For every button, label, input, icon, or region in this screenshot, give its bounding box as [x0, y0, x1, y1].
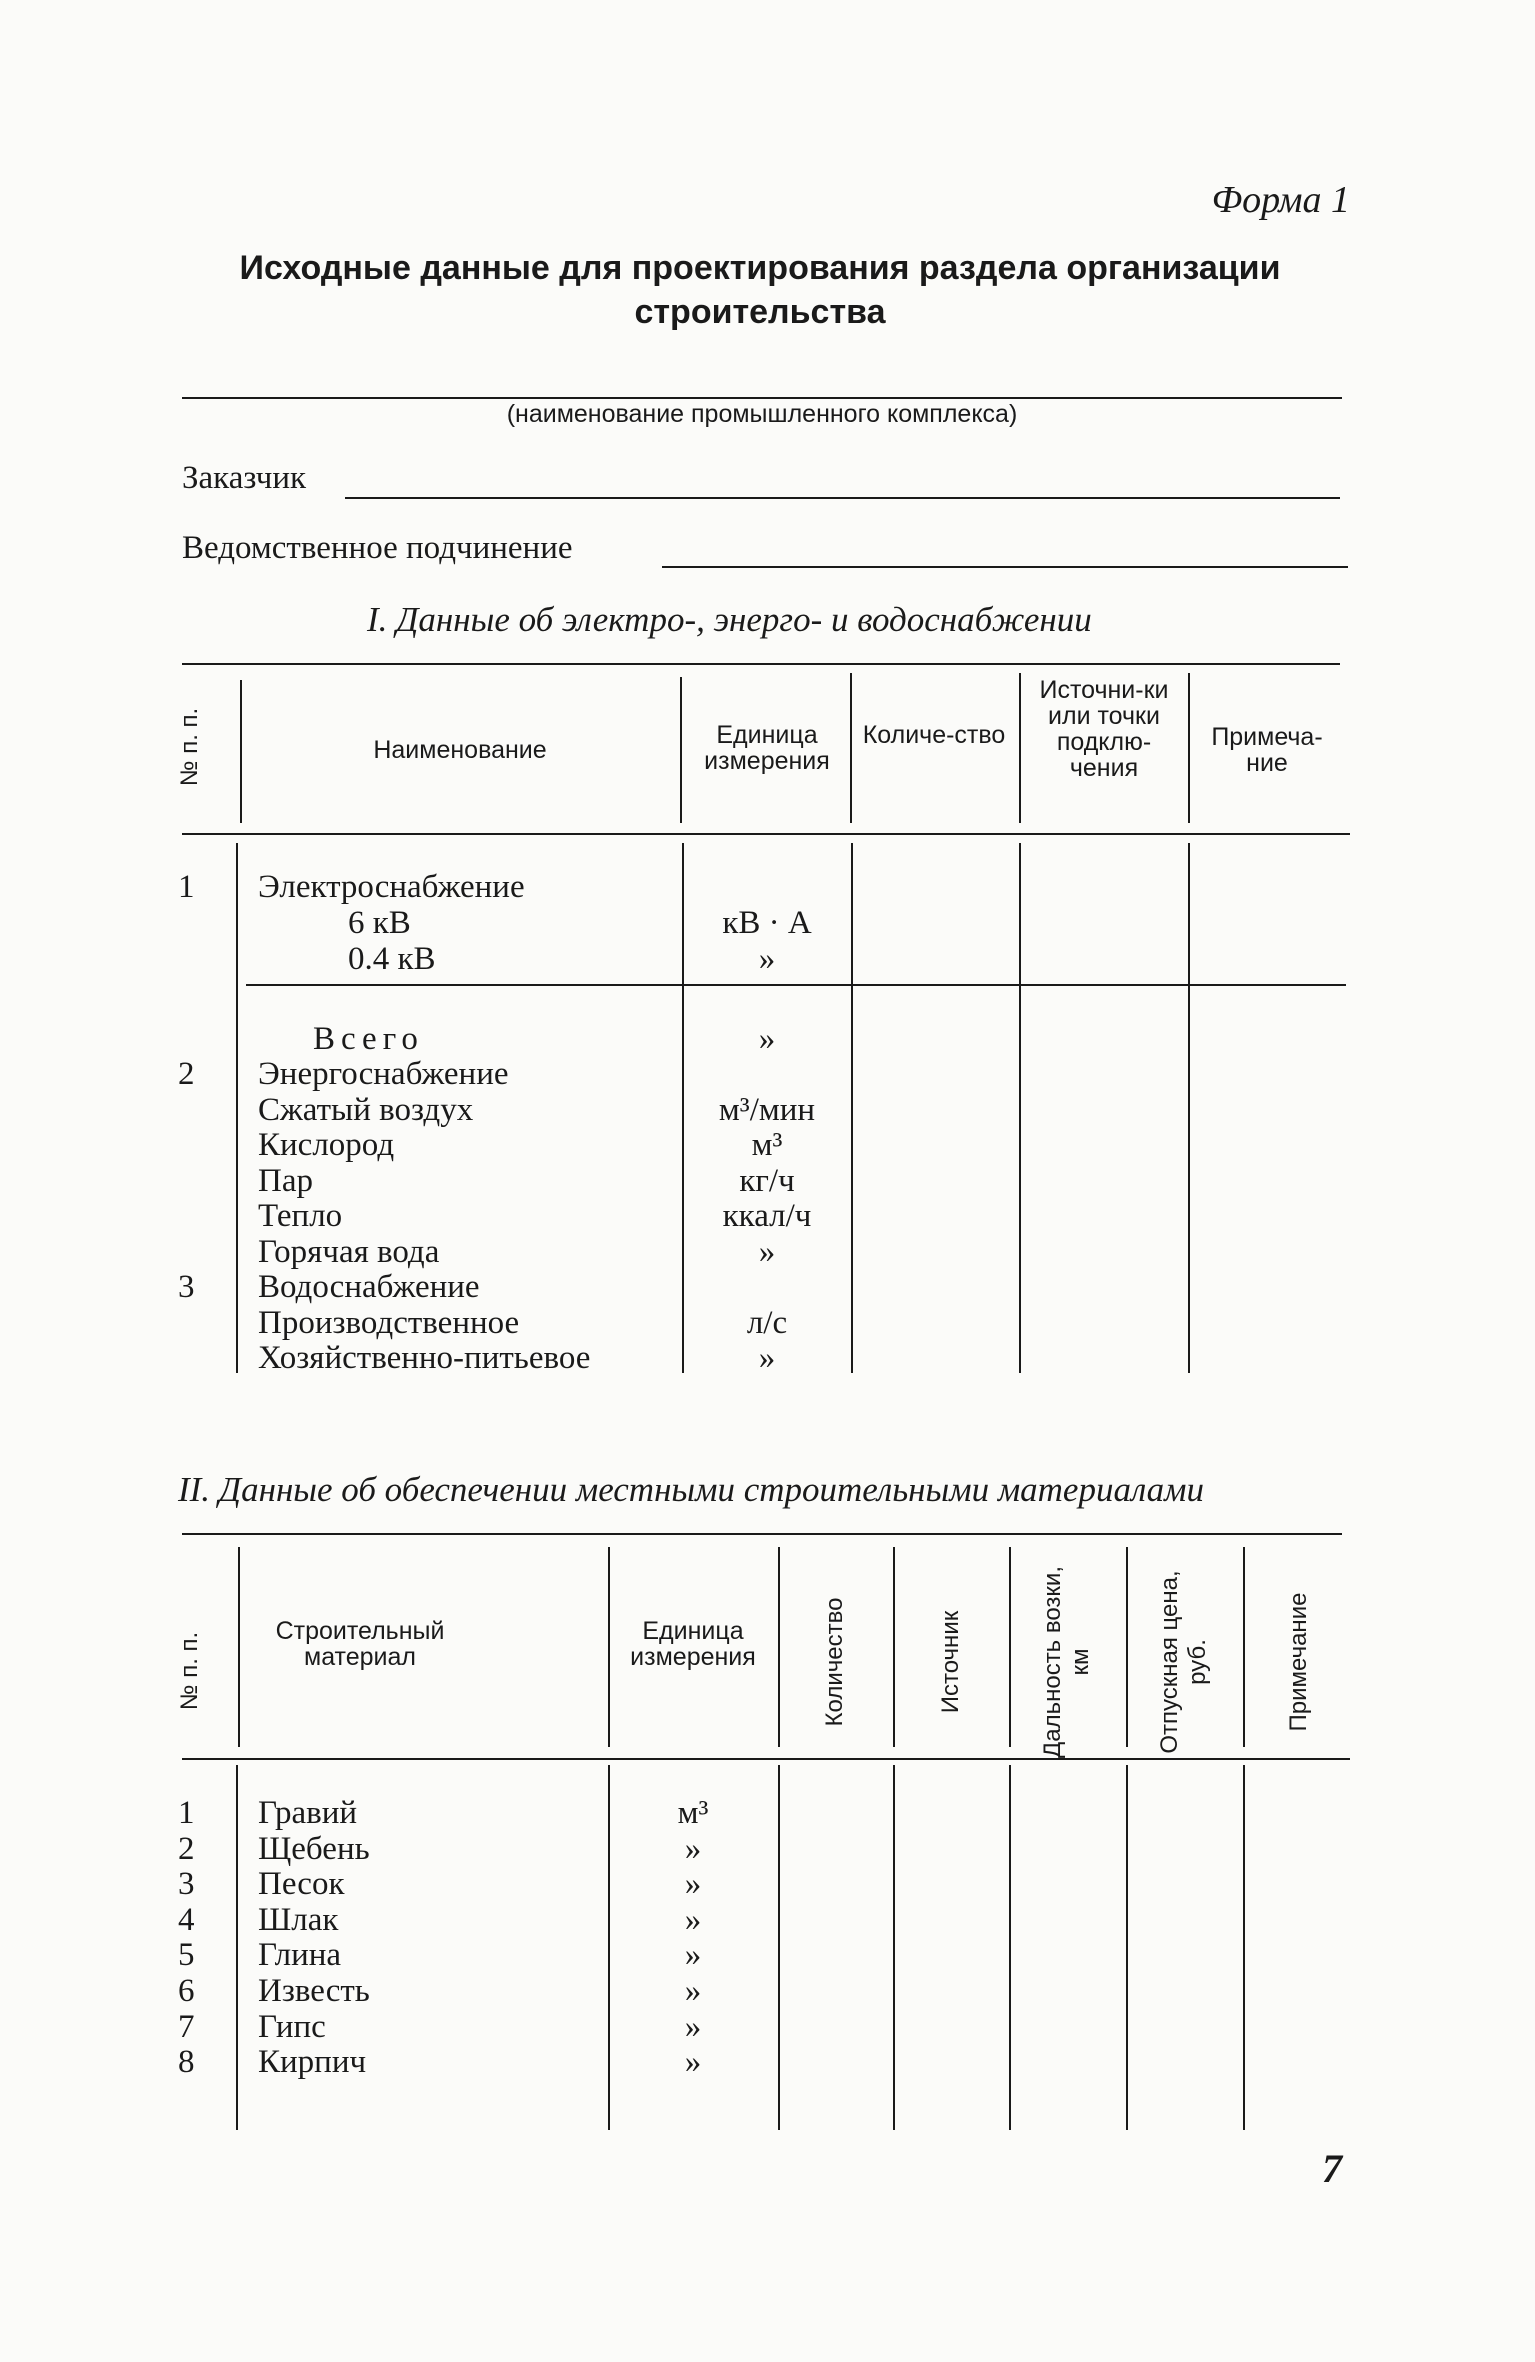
s2-hdr-vline	[778, 1547, 780, 1747]
s2-row-name: Щебень	[258, 1831, 370, 1867]
s2-row-name: Кирпич	[258, 2044, 367, 2080]
s2-header-num: № п. п.	[176, 1631, 203, 1711]
s1-header-note: Примеча-ние	[1211, 723, 1323, 777]
s1-subtotal-rule	[246, 984, 1346, 986]
s2-row-name: Глина	[258, 1937, 342, 1973]
document-title: Исходные данные для проектирования раздела организации строительства	[239, 249, 1281, 331]
s1-row-unit: »	[758, 941, 776, 977]
s1-hdr-vline	[240, 680, 242, 823]
s1-top-rule	[182, 663, 1340, 665]
s1-row-name: Пар	[258, 1163, 313, 1199]
s2-row-num: 2	[178, 1831, 195, 1867]
s1-row-name: 0.4 кВ	[348, 941, 436, 977]
s1-row-unit: л/с	[746, 1305, 788, 1341]
s2-row-num: 3	[178, 1866, 195, 1902]
s1-row-name: Сжатый воздух	[258, 1092, 474, 1128]
s1-header-rule	[182, 833, 1350, 835]
page-number: 7	[1322, 2146, 1342, 2191]
customer-line	[345, 497, 1340, 499]
s1-row-unit: ккал/ч	[722, 1198, 812, 1234]
s2-header-source: Источник	[937, 1610, 964, 1714]
s2-row-num: 5	[178, 1937, 195, 1973]
s1-row-name: Горячая вода	[258, 1234, 440, 1270]
s2-body-vline	[893, 1765, 895, 2130]
s1-body-vline	[236, 843, 238, 1373]
section1-title: I. Данные об электро-, энерго- и водоснабжении	[367, 600, 1092, 639]
s1-row-num: 2	[178, 1056, 195, 1092]
complex-caption: (наименование промышленного комплекса)	[506, 400, 1018, 428]
s2-hdr-vline	[893, 1547, 895, 1747]
s2-header-qty: Количество	[821, 1597, 848, 1727]
s1-hdr-vline	[1188, 673, 1190, 823]
s1-row-name: Кислород	[258, 1127, 395, 1163]
s2-top-rule	[182, 1533, 1342, 1535]
s1-row-name: Производственное	[258, 1305, 520, 1341]
s1-hdr-vline	[1019, 673, 1021, 823]
s2-header-price: Отпускная цена, руб.	[1156, 1570, 1211, 1754]
s1-row-unit: кг/ч	[739, 1163, 795, 1199]
section2-title: II. Данные об обеспечении местными строительными материалами	[178, 1470, 1204, 1509]
customer-label: Заказчик	[182, 460, 307, 496]
s2-row-num: 6	[178, 1973, 195, 2009]
s2-hdr-vline	[1009, 1547, 1011, 1747]
s1-row-name: Тепло	[258, 1198, 343, 1234]
s2-row-unit: »	[684, 2044, 702, 2080]
complex-name-line	[182, 397, 1342, 399]
s1-row-unit: м³	[751, 1127, 783, 1163]
s2-row-num: 4	[178, 1902, 195, 1938]
s2-row-num: 8	[178, 2044, 195, 2080]
s2-row-unit: м³	[677, 1795, 709, 1831]
s2-body-vline	[1126, 1765, 1128, 2130]
s2-row-name: Гипс	[258, 2009, 326, 2045]
s2-row-name: Известь	[258, 1973, 370, 2009]
s2-header-material: Строительный материал	[275, 1617, 445, 1671]
s2-header-note: Примечание	[1285, 1592, 1312, 1732]
s2-body-vline	[778, 1765, 780, 2130]
s2-row-unit: »	[684, 1973, 702, 2009]
s1-header-qty: Количе-ство	[862, 721, 1006, 749]
s1-body-vline	[1188, 843, 1190, 1373]
s2-header-distance: Дальность возки, км	[1039, 1566, 1094, 1759]
s2-row-name: Гравий	[258, 1795, 358, 1831]
s1-row-unit: »	[758, 1234, 776, 1270]
s2-row-num: 7	[178, 2009, 195, 2045]
s2-hdr-vline	[1243, 1547, 1245, 1747]
s2-row-unit: »	[684, 1902, 702, 1938]
s2-body-vline	[1243, 1765, 1245, 2130]
s1-row-num: 3	[178, 1269, 195, 1305]
s2-row-unit: »	[684, 1831, 702, 1867]
s1-row-name: Всего	[313, 1021, 424, 1057]
s2-row-num: 1	[178, 1795, 195, 1831]
s2-row-unit: »	[684, 2009, 702, 2045]
s2-hdr-vline	[238, 1547, 240, 1747]
s2-header-unit: Единица измерения	[630, 1617, 756, 1671]
s1-header-num: № п. п.	[176, 707, 203, 787]
s1-row-name: Электроснабжение	[258, 869, 525, 905]
s1-row-name: Водоснабжение	[258, 1269, 480, 1305]
s1-row-num: 1	[178, 869, 195, 905]
s1-hdr-vline	[680, 677, 682, 823]
s2-body-vline	[1009, 1765, 1011, 2130]
s1-row-name: Энергоснабжение	[258, 1056, 509, 1092]
s1-header-unit: Единица измерения	[704, 721, 830, 775]
s1-hdr-vline	[850, 673, 852, 823]
s1-row-name: Хозяйственно-питьевое	[258, 1340, 591, 1376]
s1-header-name: Наименование	[373, 736, 547, 764]
s2-row-name: Песок	[258, 1866, 345, 1902]
s1-header-source: Источни-ки или точки подклю-чения	[1039, 676, 1169, 782]
s2-hdr-vline	[1126, 1547, 1128, 1747]
s2-body-vline	[236, 1765, 238, 2130]
subordination-label: Ведомственное подчинение	[182, 530, 573, 566]
s2-row-name: Шлак	[258, 1902, 339, 1938]
s1-row-unit: м³/мин	[718, 1092, 816, 1128]
form-label: Форма 1	[1211, 179, 1350, 221]
s1-row-name: 6 кВ	[348, 905, 411, 941]
s2-row-unit: »	[684, 1937, 702, 1973]
subordination-line	[662, 566, 1348, 568]
s2-row-unit: »	[684, 1866, 702, 1902]
s1-body-vline	[1019, 843, 1021, 1373]
s1-row-unit: »	[758, 1021, 776, 1057]
s1-row-unit: »	[758, 1340, 776, 1376]
s1-row-unit: кВ · А	[722, 905, 812, 941]
